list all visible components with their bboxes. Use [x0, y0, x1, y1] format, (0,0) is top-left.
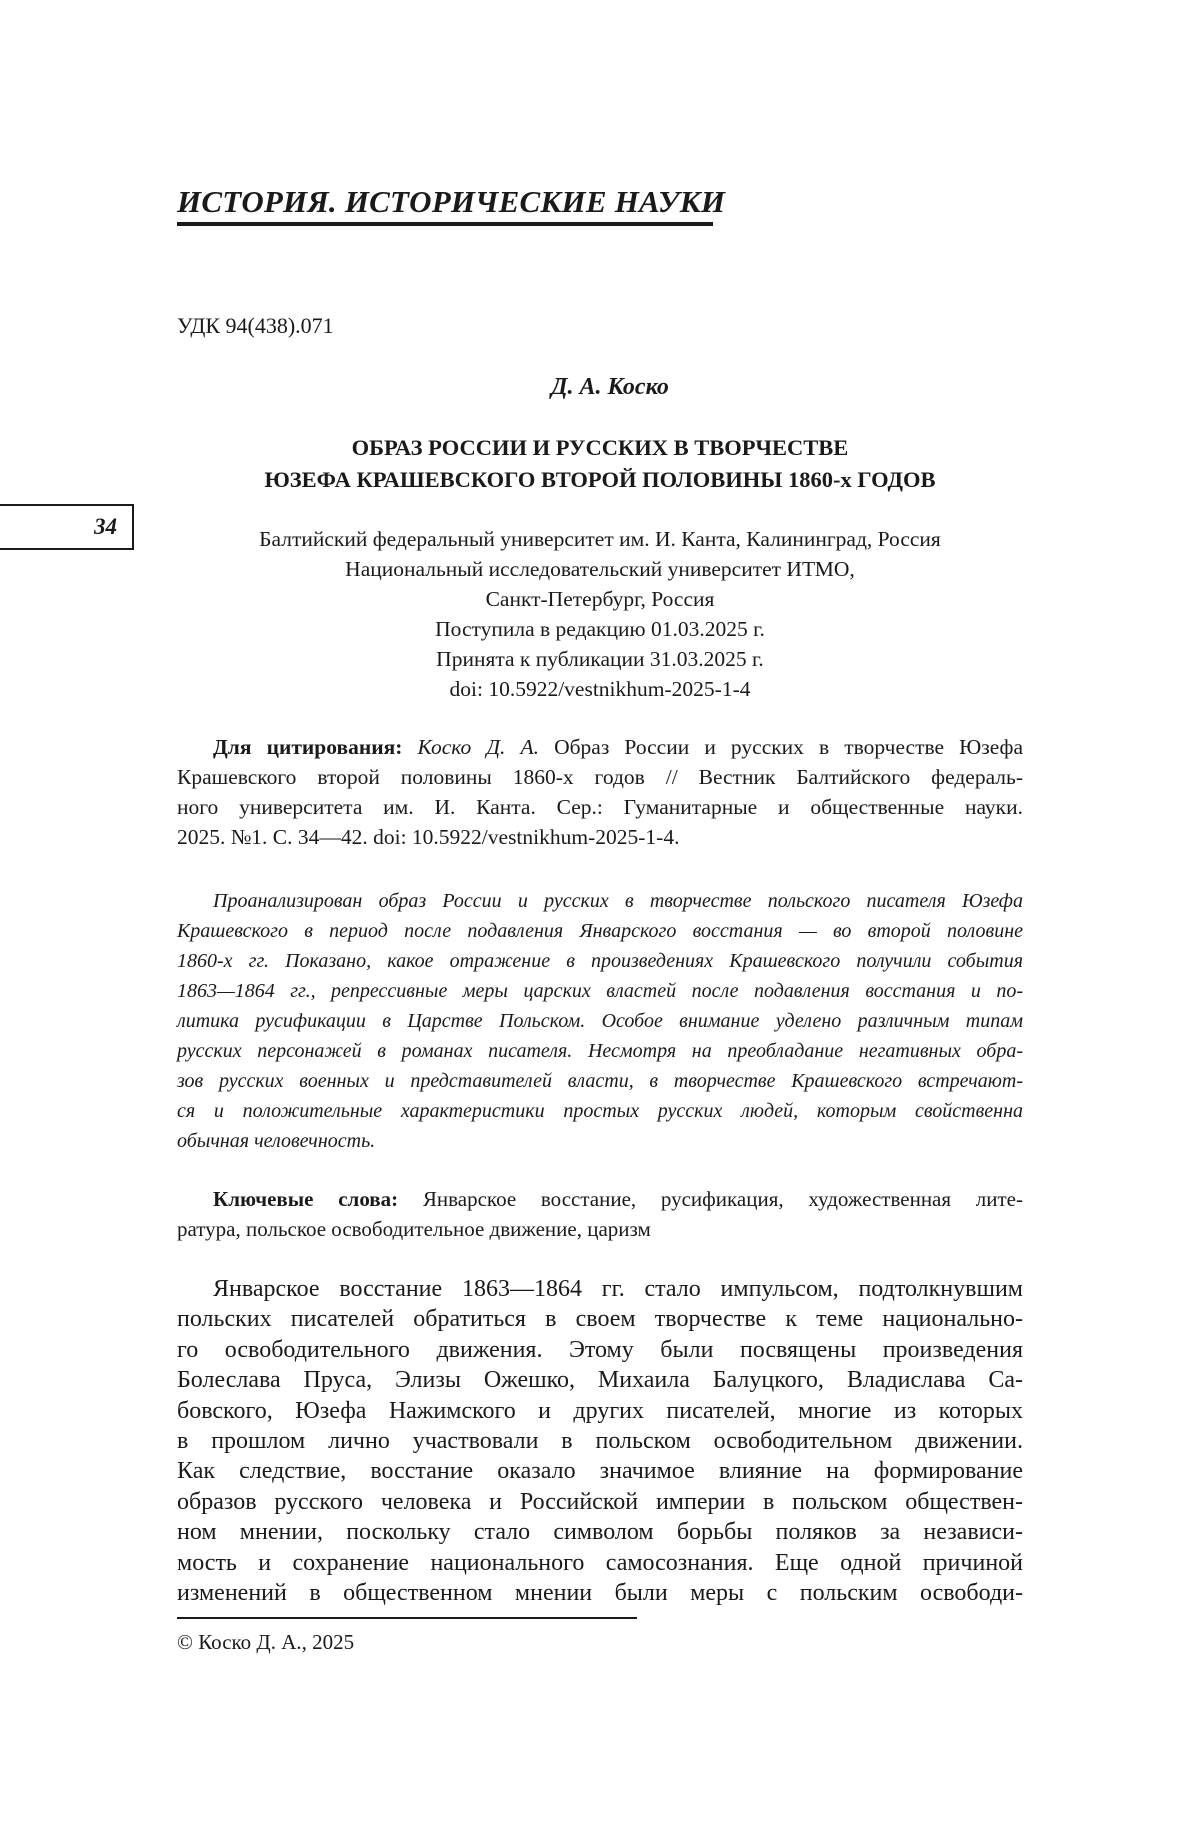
citation-line: Крашевского второй половины 1860-х годов // Вестник Балтийского федераль-: [177, 765, 1023, 789]
abstract-line: русских персонажей в романах писателя. Несмотря на преобладание негативных обра-: [177, 1040, 1023, 1062]
citation-text: Образ России и русских в творчестве Юзефа: [554, 735, 1023, 759]
body-line: польских писателей обратиться в своем творчестве к теме национально-: [177, 1306, 1023, 1333]
udc-code: УДК 94(438).071: [177, 313, 334, 338]
abstract-line: Крашевского в период после подавления Январского восстания — во второй половине: [177, 920, 1023, 942]
abstract-line: обычная человечность.: [177, 1130, 376, 1152]
citation-line: [177, 732, 1023, 762]
accepted-date: Принята к публикации 31.03.2025 г.: [436, 647, 764, 671]
section-heading: ИСТОРИЯ. ИСТОРИЧЕСКИЕ НАУКИ: [177, 184, 726, 219]
abstract-line: 1863—1864 гг., репрессивные меры царских властей после подавления восстания и по-: [177, 980, 1023, 1002]
section-heading-underline: [177, 222, 713, 226]
article-title-line: ЮЗЕФА КРАШЕВСКОГО ВТОРОЙ ПОЛОВИНЫ 1860-х ГОДОВ: [264, 467, 936, 492]
citation-author: Коско Д. А.: [417, 735, 539, 759]
doi: doi: 10.5922/vestnikhum-2025-1-4: [449, 677, 751, 701]
affiliation-line: Национальный исследовательский университет ИТМО,: [345, 557, 855, 581]
body-line: бовского, Юзефа Нажимского и других писателей, многие из которых: [177, 1397, 1023, 1424]
body-line: ном мнении, поскольку стало символом борьбы поляков за независи-: [177, 1519, 1023, 1546]
abstract-line: 1860-х гг. Показано, какое отражение в произведениях Крашевского получили события: [177, 950, 1023, 972]
citation-line: 2025. №1. С. 34—42. doi: 10.5922/vestnikhum-2025-1-4.: [177, 825, 680, 849]
keywords-line: [177, 1184, 1023, 1214]
body-line: мость и сохранение национального самосознания. Еще одной причиной: [177, 1549, 1023, 1576]
article-title: [177, 432, 1023, 496]
abstract-line: зов русских военных и представителей власти, в творчестве Крашевского встречают-: [177, 1070, 1023, 1092]
affiliation-line: Балтийский федеральный университет им. И. Канта, Калининград, Россия: [259, 527, 941, 551]
keywords-block: [177, 1184, 1023, 1244]
body-line: го освободительного движения. Этому были посвящены произведения: [177, 1336, 1023, 1363]
body-line: в прошлом лично участвовали в польском освободительном движении.: [177, 1428, 1023, 1455]
citation-line: ного университета им. И. Канта. Сер.: Гуманитарные и общественные науки.: [177, 795, 1023, 819]
body-line: изменений в общественном мнении были меры с польским освободи-: [177, 1580, 1023, 1607]
body-line: Болеслава Пруса, Элизы Ожешко, Михаила Балуцкого, Владислава Са-: [177, 1367, 1023, 1394]
citation-block: [177, 732, 1023, 852]
abstract: [177, 886, 1023, 1156]
copyright-notice: © Коско Д. А., 2025: [177, 1630, 355, 1654]
body-line: Как следствие, восстание оказало значимое влияние на формирование: [177, 1458, 1023, 1485]
affiliations-block: [177, 524, 1023, 704]
abstract-line: Проанализирован образ России и русских в творчестве польского писателя Юзефа: [213, 890, 1023, 912]
page-number: 34: [0, 504, 134, 550]
body-line: образов русского человека и Российской империи в польском обществен-: [177, 1488, 1023, 1515]
affiliation-line: Санкт-Петербург, Россия: [485, 587, 715, 611]
received-date: Поступила в редакцию 01.03.2025 г.: [435, 617, 765, 641]
body-line: Январское восстание 1863—1864 гг. стало импульсом, подтолкнувшим: [213, 1276, 1023, 1302]
footnote-separator: [177, 1617, 637, 1619]
keywords-label: Ключевые слова:: [213, 1187, 399, 1211]
keywords-line: ратура, польское освободительное движение, царизм: [177, 1217, 651, 1241]
keywords-text: Январское восстание, русификация, художественная лите-: [422, 1187, 1023, 1211]
abstract-line: ся и положительные характеристики простых русских людей, которым свойственна: [177, 1100, 1023, 1122]
body-paragraph: [177, 1274, 1023, 1608]
article-title-line: ОБРАЗ РОССИИ И РУССКИХ В ТВОРЧЕСТВЕ: [351, 435, 849, 460]
author-name: Д. А. Коско: [551, 374, 669, 400]
abstract-line: литика русификации в Царстве Польском. Особое внимание уделено различным типам: [177, 1010, 1023, 1032]
citation-label: Для цитирования:: [213, 735, 403, 759]
